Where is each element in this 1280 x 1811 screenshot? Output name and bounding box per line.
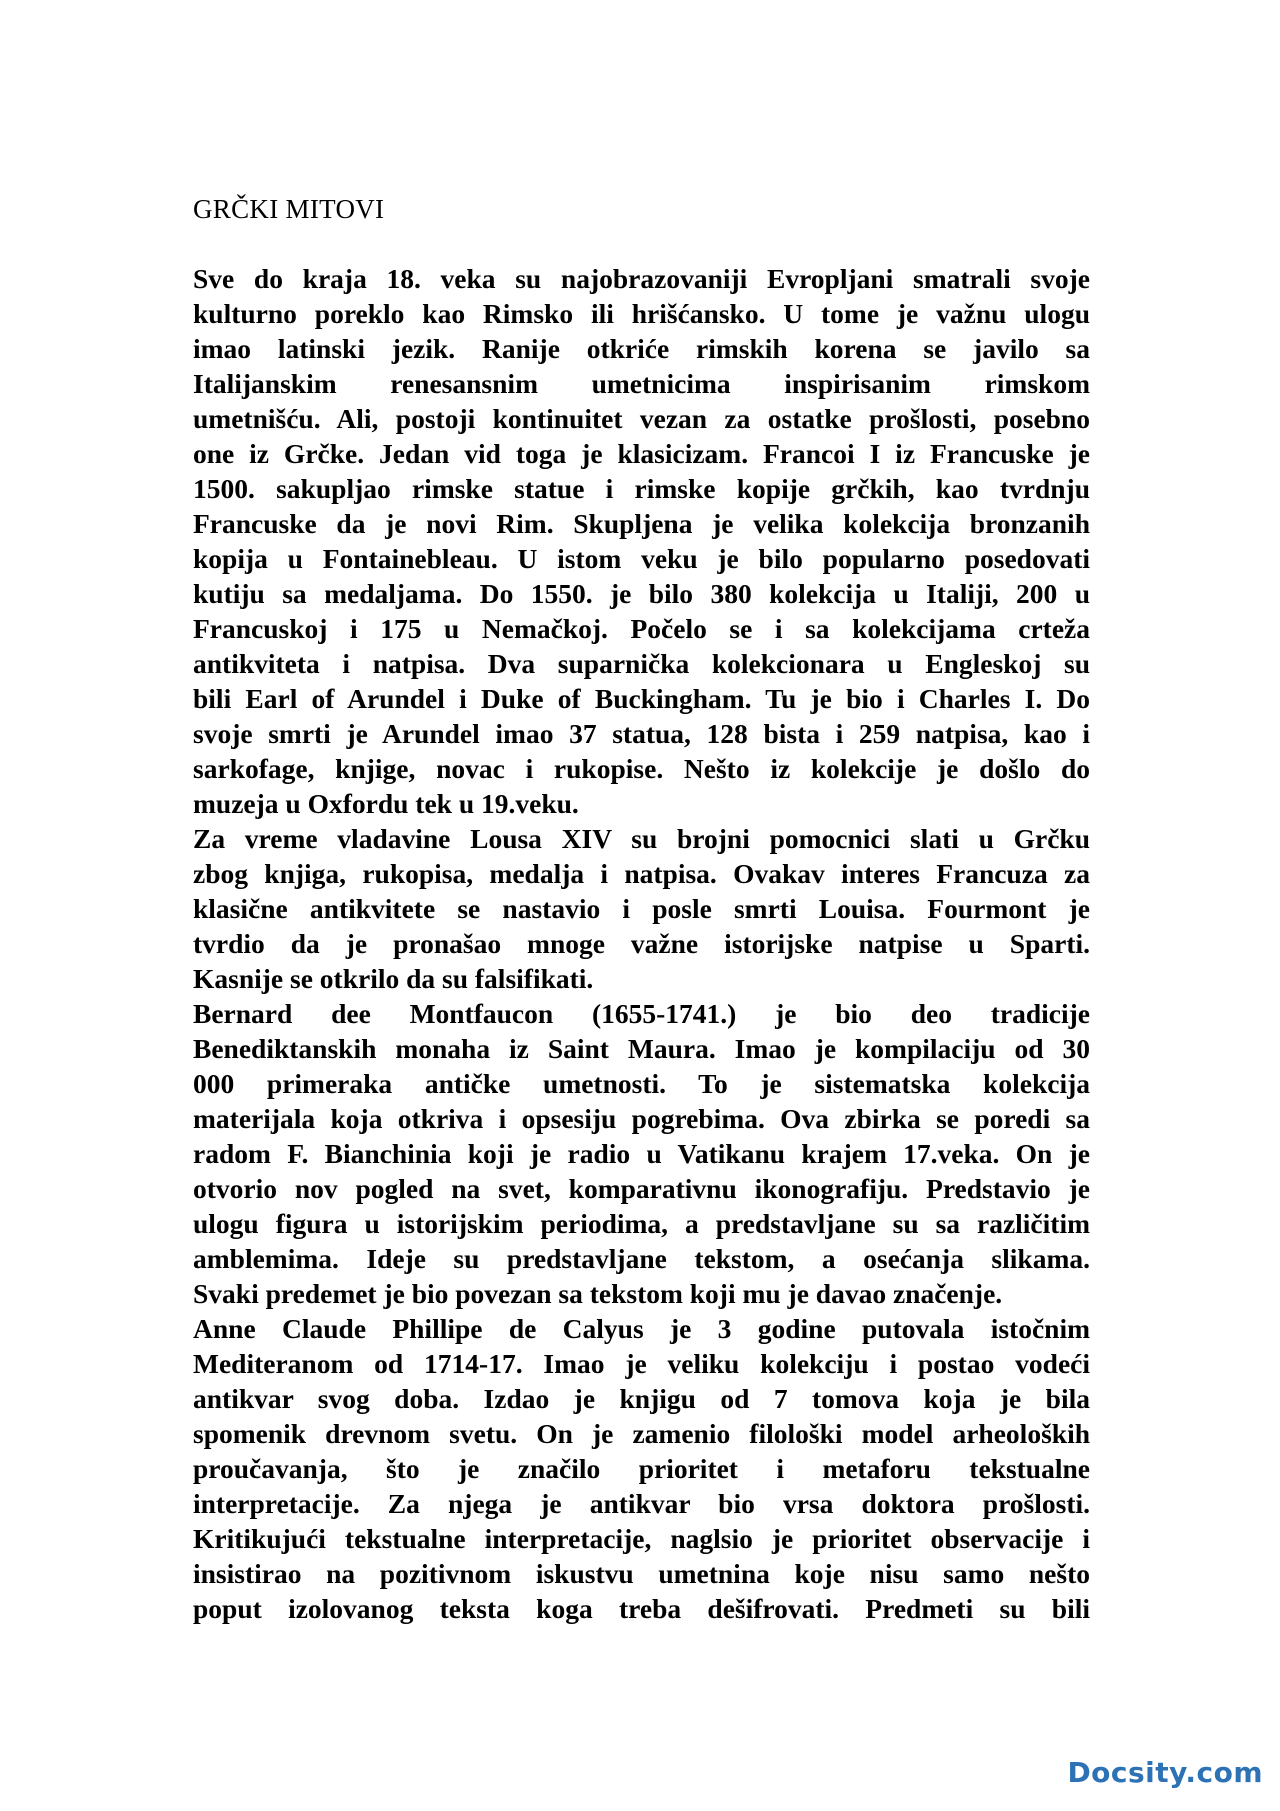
text-line: 1500. sakupljao rimske statue i rimske kopije grčkih, kao tvrdnju [193,473,1090,504]
text-line: Kasnije se otkrilo da su falsifikati. [193,963,594,994]
text-line: Za vreme vladavine Lousa XIV su brojni pomocnici slati u Grčku [193,823,1090,854]
text-line: Benediktanskih monaha iz Saint Maura. Imao je kompilaciju od 30 [193,1033,1090,1064]
text-line: Bernard dee Montfaucon (1655-1741.) je bio deo tradicije [193,998,1090,1029]
text-line: tvrdio da je pronašao mnoge važne istorijske natpise u Sparti. [193,928,1090,959]
text-line: Francuske da je novi Rim. Skupljena je velika kolekcija bronzanih [193,508,1090,539]
text-line: Svaki predemet je bio povezan sa tekstom koji mu je davao značenje. [193,1278,1003,1309]
text-line: svoje smrti je Arundel imao 37 statua, 128 bista i 259 natpisa, kao i [193,718,1090,749]
text-line: klasične antikvitete se nastavio i posle smrti Louisa. Fourmont je [193,893,1090,924]
text-line: one iz Grčke. Jedan vid toga je klasicizam. Francoi I iz Francuske je [193,438,1090,469]
text-line: muzeja u Oxfordu tek u 19.veku. [193,788,579,819]
body-text [193,261,1090,1626]
text-line: antikviteta i natpisa. Dva suparnička kolekcionara u Engleskoj su [193,648,1090,679]
text-line: amblemima. Ideje su predstavljane tekstom, a osećanja slikama. [193,1243,1090,1274]
text-line: materijala koja otkriva i opsesiju pogrebima. Ova zbirka se poredi sa [193,1103,1090,1134]
text-line: zbog knjiga, rukopisa, medalja i natpisa. Ovakav interes Francuza za [193,858,1090,889]
text-line: antikvar svog doba. Izdao je knjigu od 7 tomova koja je bila [193,1383,1090,1414]
text-line: bili Earl of Arundel i Duke of Buckingham. Tu je bio i Charles I. Do [193,683,1090,714]
page-title: GRČKI MITOVI [193,194,385,224]
text-line: otvorio nov pogled na svet, komparativnu ikonografiju. Predstavio je [193,1173,1090,1204]
text-line: kulturno poreklo kao Rimsko ili hrišćansko. U tome je važnu ulogu [193,298,1090,329]
text-line: umetnišću. Ali, postoji kontinuitet vezan za ostatke prošlosti, posebno [193,403,1090,434]
text-line: Sve do kraja 18. veka su najobrazovaniji Evropljani smatrali svoje [193,263,1090,294]
text-line: imao latinski jezik. Ranije otkriće rimskih korena se javilo sa [193,333,1090,364]
text-line: insistirao na pozitivnom iskustvu umetnina koje nisu samo nešto [193,1558,1090,1589]
text-line: Mediteranom od 1714-17. Imao je veliku kolekciju i postao vodeći [193,1348,1090,1379]
text-line: ulogu figura u istorijskim periodima, a predstavljane su sa različitim [193,1208,1090,1239]
text-line: radom F. Bianchinia koji je radio u Vatikanu krajem 17.veka. On je [193,1138,1090,1169]
text-line: Francuskoj i 175 u Nemačkoj. Počelo se i sa kolekcijama crteža [193,613,1090,644]
text-line: poput izolovanog teksta koga treba dešifrovati. Predmeti su bili [193,1593,1090,1624]
text-line: 000 primeraka antičke umetnosti. To je sistematska kolekcija [193,1068,1090,1099]
text-line: Kritikujući tekstualne interpretacije, naglsio je prioritet observacije i [193,1523,1090,1554]
text-line: kopija u Fontainebleau. U istom veku je bilo popularno posedovati [193,543,1090,574]
text-line: Anne Claude Phillipe de Calyus je 3 godine putovala istočnim [193,1313,1090,1344]
text-line: Italijanskim renesansnim umetnicima inspirisanim rimskom [193,368,1090,399]
text-line: sarkofage, knjige, novac i rukopise. Nešto iz kolekcije je došlo do [193,753,1090,784]
text-line: kutiju sa medaljama. Do 1550. je bilo 380 kolekcija u Italiji, 200 u [193,578,1090,609]
text-line: spomenik drevnom svetu. On je zamenio filološki model arheoloških [193,1418,1090,1449]
text-line: proučavanja, što je značilo prioritet i metaforu tekstualne [193,1453,1090,1484]
docsity-watermark: Docsity.com [1067,1756,1263,1789]
text-line: interpretacije. Za njega je antikvar bio vrsa doktora prošlosti. [193,1488,1090,1519]
